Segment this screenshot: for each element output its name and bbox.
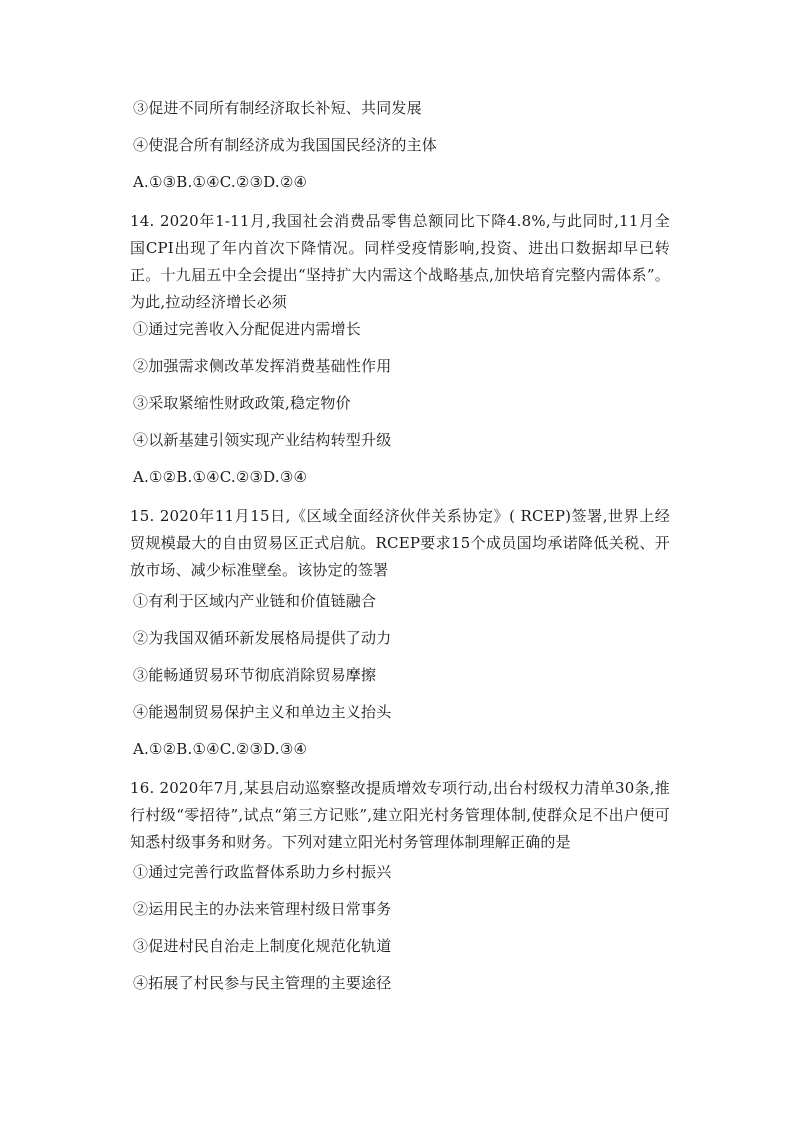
q16-stem [130, 775, 670, 856]
q15-option-1: ①有利于区域内产业链和价值链融合 [133, 592, 377, 610]
q14-stem-text: 2020年1-11月,我国社会消费品零售总额同比下降4.8%,与此同时,11月全国CPI出现了年内首次下降情况。同样受疫情影响,投资、进出口数据却早已转正。十九届五中全会提出“坚持扩大内需这个战略基点,加快培育完整内需体系”。为此,拉动经济增长必须 [130, 212, 670, 311]
q16-option-1: ①通过完善行政监督体系助力乡村振兴 [133, 863, 392, 881]
q16-option-4: ④拓展了村民参与民主管理的主要途径 [133, 974, 392, 992]
q14-option-2: ②加强需求侧改革发挥消费基础性作用 [133, 357, 392, 375]
q14-option-3: ③采取紧缩性财政政策,稳定物价 [133, 394, 351, 412]
q15-stem-text: 2020年11月15日,《区域全面经济伙伴关系协定》( RCEP)签署,世界上经贸规模最大的自由贸易区正式启航。RCEP要求15个成员国均承诺降低关税、开放市场、减少标准壁垒。该协定的签署 [130, 507, 670, 579]
q16-option-3: ③促进村民自治走上制度化规范化轨道 [133, 937, 392, 955]
q15-answer-choices: A.①②B.①④C.②③D.③④ [133, 740, 308, 758]
q13-answer-choices: A.①③B.①④C.②③D.②④ [133, 173, 308, 191]
q14-option-4: ④以新基建引领实现产业结构转型升级 [133, 431, 392, 449]
q13-option-4: ④使混合所有制经济成为我国国民经济的主体 [133, 136, 438, 154]
q13-option-3: ③促进不同所有制经济取长补短、共同发展 [133, 99, 422, 117]
q16-stem-text: 2020年7月,某县启动巡察整改提质增效专项行动,出台村级权力清单30条,推行村级“零招待”,试点“第三方记账”,建立阳光村务管理体制,使群众足不出户便可知悉村级事务和财务。下列对建立阳光村务管理体制理解正确的是 [130, 779, 670, 851]
q16-option-2: ②运用民主的办法来管理村级日常事务 [133, 900, 392, 918]
q14-answer-choices: A.①②B.①④C.②③D.③④ [133, 468, 308, 486]
q15-number: 15. [130, 507, 155, 525]
q15-option-4: ④能遏制贸易保护主义和单边主义抬头 [133, 703, 392, 721]
q16-number: 16. [130, 779, 155, 797]
q15-stem [130, 503, 670, 584]
q15-option-2: ②为我国双循环新发展格局提供了动力 [133, 629, 392, 647]
q14-number: 14. [130, 212, 155, 230]
q15-option-3: ③能畅通贸易环节彻底消除贸易摩擦 [133, 666, 377, 684]
q14-option-1: ①通过完善收入分配促进内需增长 [133, 320, 362, 338]
q14-stem [130, 208, 670, 316]
